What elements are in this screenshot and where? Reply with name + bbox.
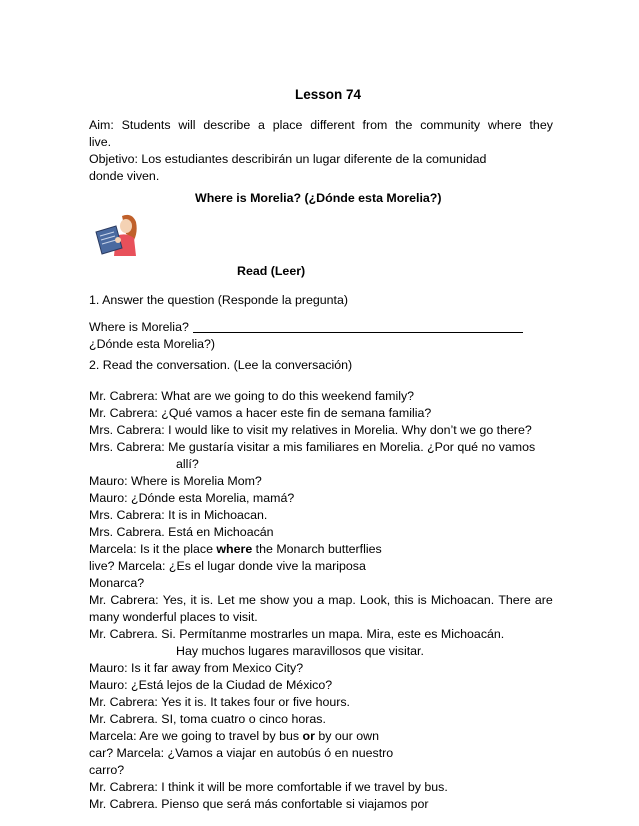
dialogue-line: Mauro: ¿Dónde esta Morelia, mamá? (89, 491, 295, 505)
aim-line-1 (89, 117, 553, 134)
word: show (260, 593, 289, 607)
dialogue-line: Mr. Cabrera: Yes it is. It takes four or five hours. (89, 695, 351, 709)
marcela-2-after: by our own (314, 729, 379, 743)
section-read: Read (Leer) (237, 264, 306, 278)
question-1-prompt-text: Where is Morelia? (89, 320, 189, 334)
dialogue-line: Mr. Cabrera: I think it will be more comfortable if we travel by bus. (89, 780, 448, 794)
word: Yes, (162, 593, 187, 607)
dialogue-line: Mr. Cabrera. Si. Permítanme mostrarles un mapa. Mira, este es Michoacán. (89, 627, 505, 641)
question-1-prompt (89, 319, 523, 336)
marcela-2-before: Marcela: Are we going to travel by bus (89, 729, 303, 743)
word: Cabrera: (110, 593, 159, 607)
question-1-heading: 1. Answer the question (Responde la pregunta) (89, 293, 348, 307)
dialogue-line: Mr. Cabrera: ¿Qué vamos a hacer este fin de semana familia? (89, 406, 432, 420)
marcela-1-bold: where (216, 542, 253, 556)
dialogue-line-marcela-1 (89, 541, 382, 558)
word: me (238, 593, 256, 607)
question-2-heading: 2. Read the conversation. (Lee la conversación) (89, 358, 353, 372)
word: will (178, 118, 196, 132)
word: is (417, 593, 427, 607)
dialogue-line: many wonderful places to visit. (89, 610, 258, 624)
dialogue-line: Mr. Cabrera. Pienso que será más confortable si viajamos por (89, 797, 429, 811)
word: map. (328, 593, 356, 607)
dialogue-line: Mrs. Cabrera: I would like to visit my relatives in Morelia. Why don’t we go there? (89, 423, 532, 437)
dialogue-line: Hay muchos lugares maravillosos que visitar. (176, 644, 424, 658)
word: they (529, 118, 553, 132)
face-shape (120, 219, 132, 233)
word: community (420, 118, 481, 132)
dialogue-line: Mrs. Cabrera: Me gustaría visitar a mis familiares en Morelia. ¿Por qué no vamos (89, 440, 536, 454)
dialogue-line: Monarca? (89, 576, 145, 590)
dialogue-line: car? Marcela: ¿Vamos a viajar en autobús ó en nuestro (89, 746, 394, 760)
word: from (362, 118, 388, 132)
dialogue-line: Mrs. Cabrera: It is in Michoacan. (89, 508, 268, 522)
word: the (395, 118, 413, 132)
dialogue-line: allí? (176, 457, 199, 471)
word: Look, (359, 593, 391, 607)
answer-blank-line (193, 320, 523, 333)
word: There (498, 593, 531, 607)
marcela-2-bold: or (302, 729, 315, 743)
word: Michoacan. (430, 593, 495, 607)
word: it (190, 593, 197, 607)
word: Let (217, 593, 235, 607)
dialogue-line: Mauro: ¿Está lejos de la Ciudad de México? (89, 678, 333, 692)
hand-shape (115, 237, 121, 243)
lesson-subtitle: Where is Morelia? (¿Dónde esta Morelia?) (195, 191, 442, 205)
dialogue-line: Mr. Cabrera: What are we going to do this weekend family? (89, 389, 415, 403)
dialogue-line: Mr. Cabrera. SI, toma cuatro o cinco horas. (89, 712, 326, 726)
word: place (272, 118, 303, 132)
dialogue-line: Mauro: Where is Morelia Mom? (89, 474, 262, 488)
girl-reading-illustration (92, 210, 142, 258)
word: Mr. (89, 593, 107, 607)
objective-line-2: donde viven. (89, 169, 160, 183)
word: is. (200, 593, 214, 607)
word: Students (121, 118, 171, 132)
word: different (310, 118, 355, 132)
word: you (293, 593, 314, 607)
word: a (258, 118, 265, 132)
question-1-prompt-es: ¿Dónde esta Morelia?) (89, 337, 216, 351)
word: a (317, 593, 325, 607)
word: where (487, 118, 522, 132)
dialogue-line: Mrs. Cabrera. Está en Michoacán (89, 525, 274, 539)
dialogue-line: carro? (89, 763, 125, 777)
dialogue-line: Mauro: Is it far away from Mexico City? (89, 661, 304, 675)
word: describe (203, 118, 251, 132)
dialogue-line-marcela-2 (89, 728, 379, 745)
page-title: Lesson 74 (294, 87, 362, 102)
marcela-1-before: Marcela: Is it the place (89, 542, 217, 556)
aim-line-2: live. (89, 135, 112, 149)
marcela-1-after: the Monarch butterflies (252, 542, 382, 556)
objective-line-1: Objetivo: Los estudiantes describirán un lugar diferente de la comunidad (89, 152, 487, 166)
word: Aim: (89, 118, 114, 132)
word: this (394, 593, 414, 607)
word: are (534, 593, 553, 607)
dialogue-line-justified (89, 592, 553, 609)
dialogue-line: live? Marcela: ¿Es el lugar donde vive la mariposa (89, 559, 366, 573)
